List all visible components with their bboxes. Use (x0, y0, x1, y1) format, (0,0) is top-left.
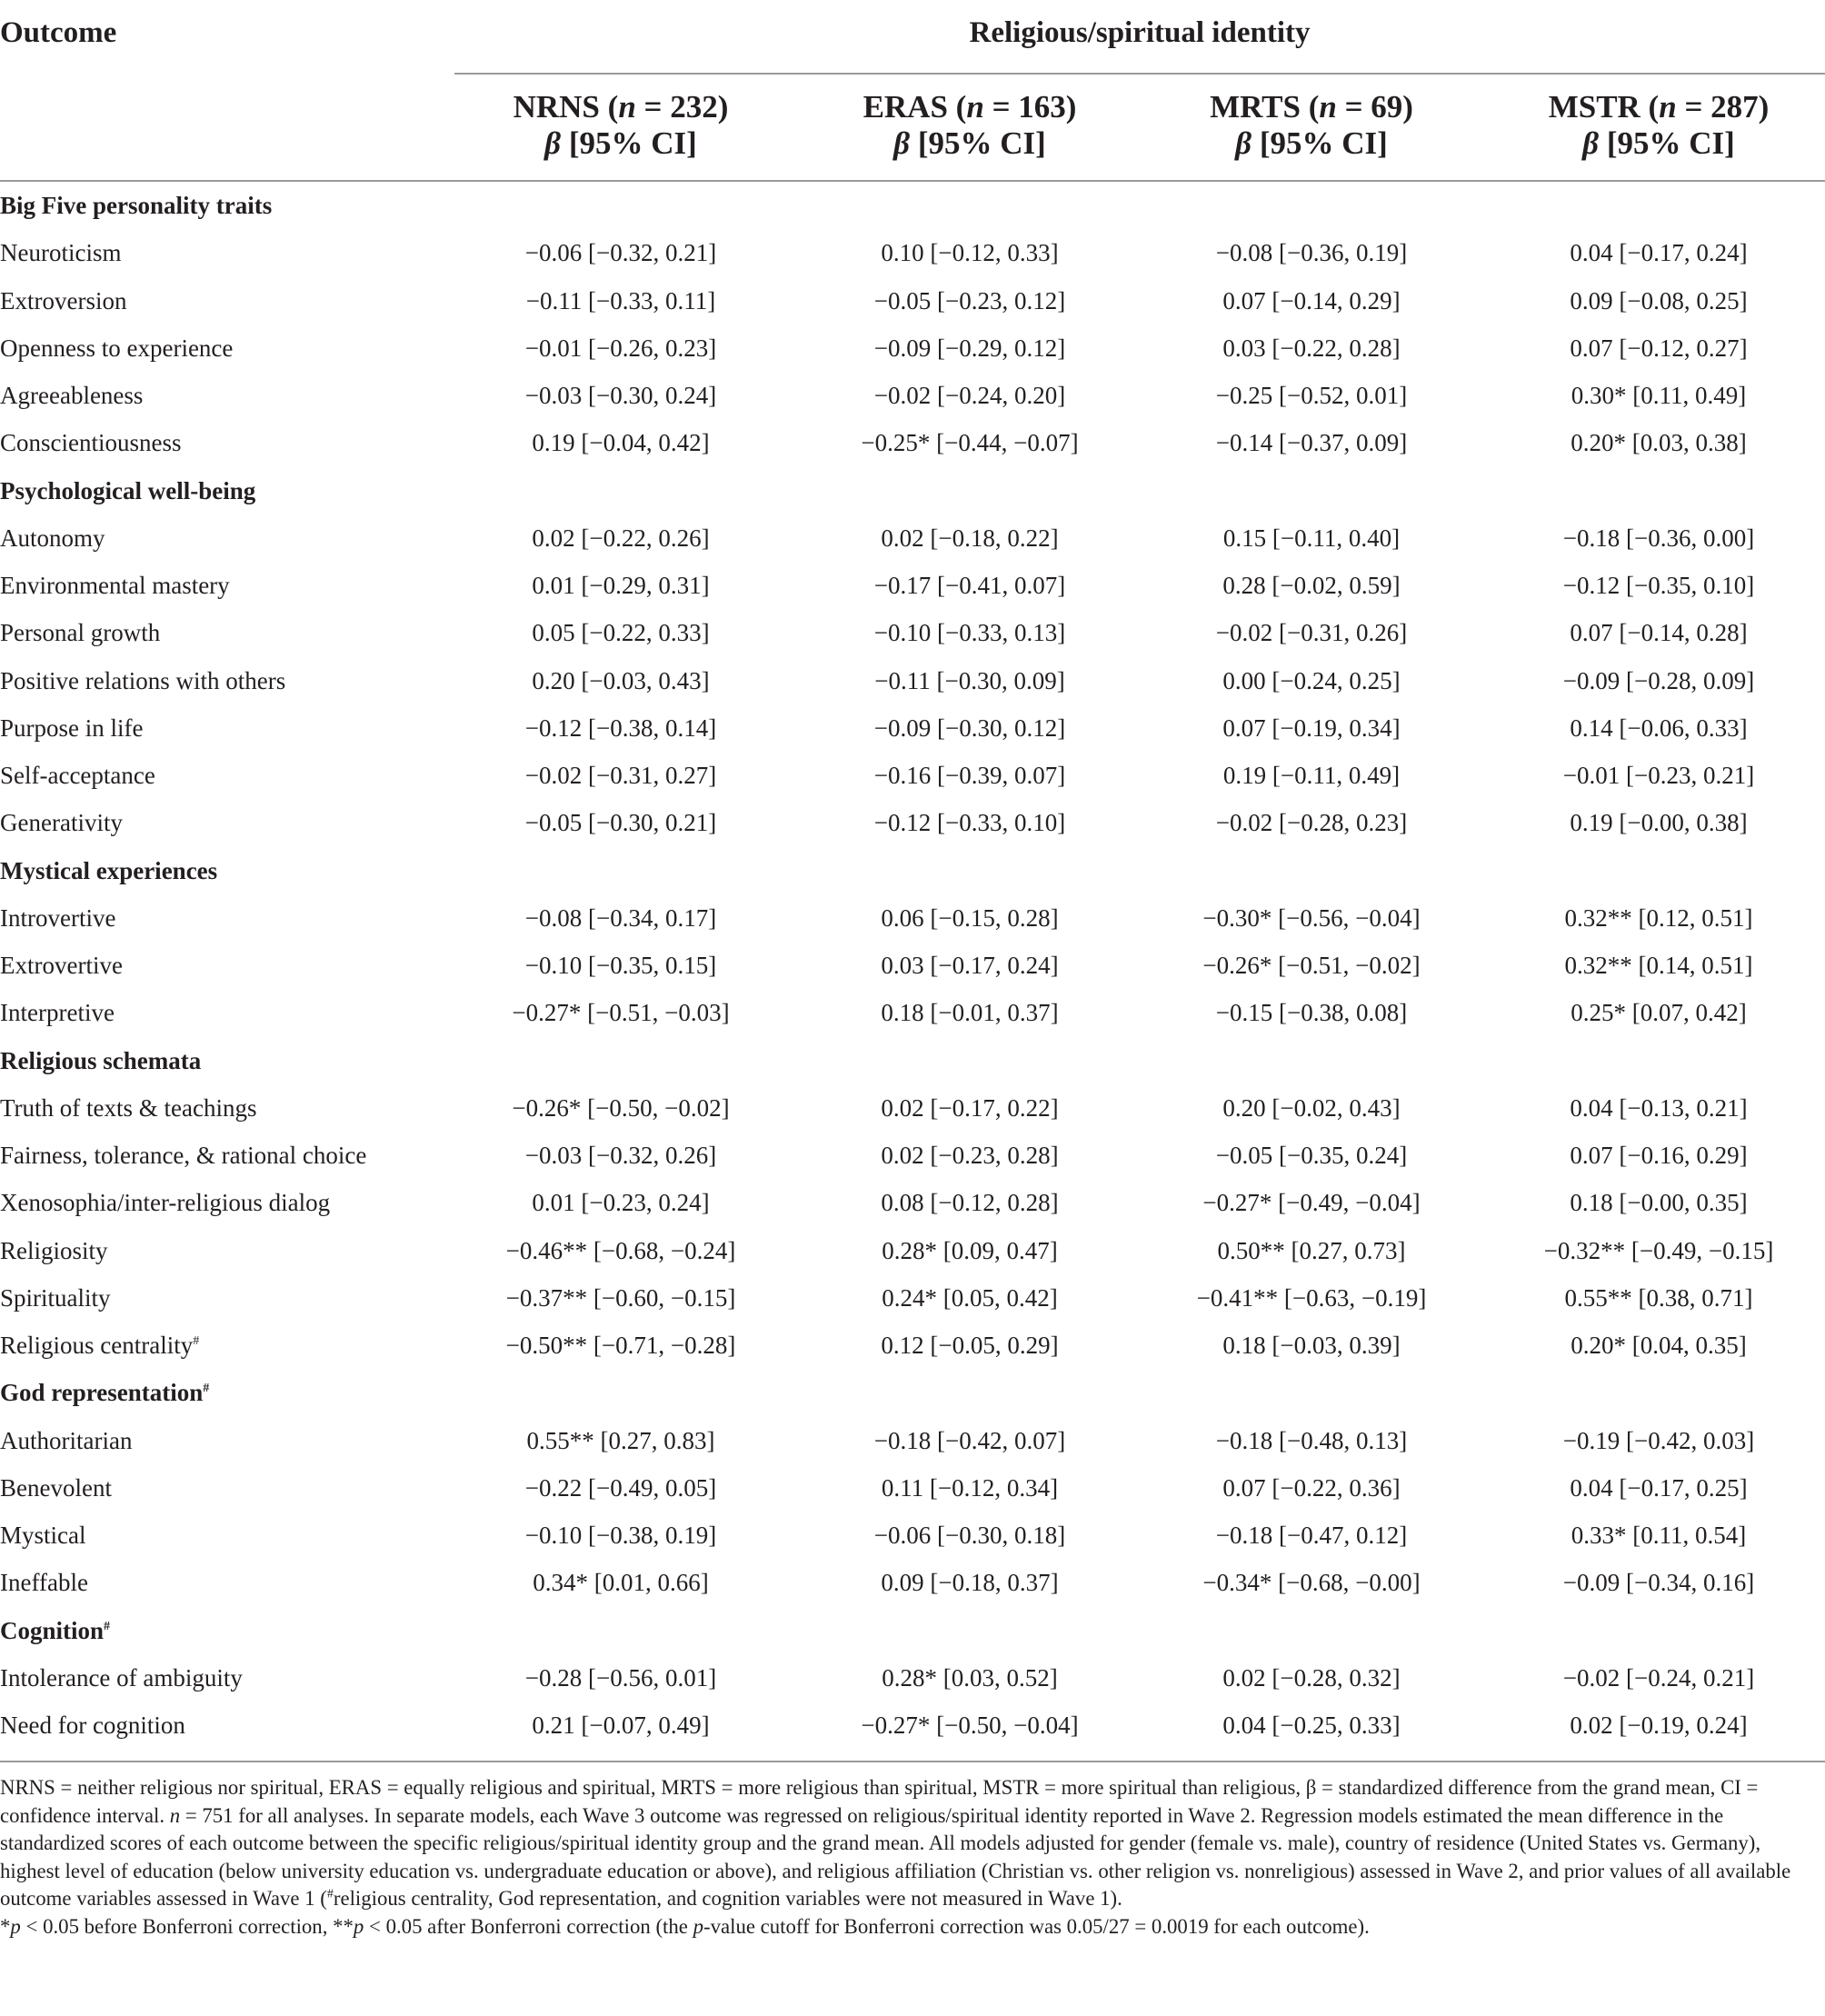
value-cell-eras: 0.18 [−0.01, 0.37] (881, 999, 1059, 1027)
column-header-group-label: NRNS (n = 232) (513, 89, 729, 125)
value-cell-mrts: −0.26* [−0.51, −0.02] (1202, 952, 1421, 979)
table-row (0, 229, 1825, 276)
group-spanner-header: Religious/spiritual identity (969, 16, 1311, 49)
value-cell-eras: −0.12 [−0.33, 0.10] (873, 809, 1066, 837)
value-cell-nrns: −0.28 [−0.56, 0.01] (524, 1663, 717, 1692)
table-row (0, 799, 1825, 846)
outcome-label: Personal growth (0, 619, 161, 647)
value-cell-mrts: 0.50** [0.27, 0.73] (1217, 1236, 1406, 1264)
value-cell-mstr: −0.32** [−0.49, −0.15] (1543, 1236, 1774, 1264)
outcome-label: Environmental mastery (0, 572, 230, 599)
value-cell-eras: −0.09 [−0.29, 0.12] (873, 334, 1066, 362)
column-header-group-label: ERAS (n = 163) (863, 89, 1077, 125)
value-cell-mrts: −0.02 [−0.28, 0.23] (1215, 809, 1408, 837)
outcome-label: Extroversion (0, 286, 127, 314)
value-cell-mstr: 0.04 [−0.13, 0.21] (1570, 1093, 1748, 1122)
outcome-label: Introvertive (0, 903, 116, 932)
value-cell-nrns: −0.03 [−0.32, 0.26] (524, 1142, 717, 1169)
value-cell-mrts: 0.07 [−0.22, 0.36] (1222, 1473, 1401, 1502)
table-row (0, 1654, 1825, 1702)
outcome-label: Openness to experience (0, 334, 234, 362)
table-row (0, 942, 1825, 989)
value-cell-nrns: −0.46** [−0.68, −0.24] (505, 1236, 736, 1264)
section-label: Big Five personality traits (0, 192, 273, 219)
outcome-label: Conscientiousness (0, 429, 182, 457)
table-row (0, 894, 1825, 942)
table-row (0, 704, 1825, 752)
table-row (0, 1702, 1825, 1749)
value-cell-eras: 0.08 [−0.12, 0.28] (881, 1189, 1059, 1217)
value-cell-eras: 0.02 [−0.18, 0.22] (881, 524, 1059, 552)
value-cell-mstr: 0.07 [−0.16, 0.29] (1570, 1142, 1748, 1169)
table-row (0, 514, 1825, 562)
value-cell-eras: 0.10 [−0.12, 0.33] (881, 239, 1059, 267)
value-cell-nrns: −0.22 [−0.49, 0.05] (524, 1473, 717, 1502)
value-cell-nrns: 0.34* [0.01, 0.66] (533, 1569, 709, 1597)
value-cell-nrns: 0.20 [−0.03, 0.43] (532, 666, 710, 694)
value-cell-nrns: 0.01 [−0.29, 0.31] (532, 572, 710, 599)
value-cell-nrns: −0.08 [−0.34, 0.17] (524, 903, 717, 932)
value-cell-eras: 0.24* [0.05, 0.42] (882, 1283, 1058, 1312)
value-cell-mrts: 0.20 [−0.02, 0.43] (1222, 1093, 1401, 1122)
table-row (0, 562, 1825, 609)
outcome-label: Extrovertive (0, 952, 123, 979)
table-row (0, 609, 1825, 656)
outcome-label: Benevolent (0, 1473, 112, 1502)
value-cell-mrts: −0.02 [−0.31, 0.26] (1215, 619, 1408, 647)
value-cell-nrns: −0.37** [−0.60, −0.15] (505, 1283, 736, 1312)
value-cell-mrts: 0.03 [−0.22, 0.28] (1222, 334, 1401, 362)
value-cell-eras: −0.10 [−0.33, 0.13] (873, 619, 1066, 647)
value-cell-nrns: −0.11 [−0.33, 0.11] (525, 286, 716, 314)
outcome-label: Authoritarian (0, 1426, 133, 1454)
outcome-label: Purpose in life (0, 714, 144, 742)
value-cell-nrns: −0.01 [−0.26, 0.23] (524, 334, 717, 362)
table-row (0, 1417, 1825, 1464)
footnote-abbreviations: NRNS = neither religious nor spiritual, ERAS = equally religious and spiritual, MRTS = more religious than spiritual, MSTR = more spiritual than religious, β = standardized difference from the grand mean, CI = confidence interval. n = 751 for all analyses. In separate models, each Wave 3 outcome was regressed on religious/spiritual identity reported in Wave 2. Regression models estimated the mean difference in the standardized scores of each outcome between the specific religious/spiritual identity group and the grand mean. All models adjusted for gender (female vs. male), country of residence (United States vs. Germany), highest level of education (below university education vs. undergraduate education or above), and religious affiliation (Christian vs. other religion vs. nonreligious) assessed in Wave 2, and prior values of all available outcome variables assessed in Wave 1 (#religious centrality, God representation, and cognition variables were not measured in Wave 1). (0, 1776, 1791, 1910)
table-row (0, 752, 1825, 799)
table-footnotes (0, 1774, 1818, 1941)
table-row (0, 1227, 1825, 1274)
value-cell-mrts: −0.08 [−0.36, 0.19] (1215, 239, 1408, 267)
value-cell-nrns: 0.02 [−0.22, 0.26] (532, 524, 710, 552)
outcome-column-header: Outcome (0, 16, 117, 49)
value-cell-eras: −0.18 [−0.42, 0.07] (873, 1426, 1066, 1454)
value-cell-eras: 0.28* [0.09, 0.47] (882, 1236, 1058, 1264)
value-cell-nrns: −0.50** [−0.71, −0.28] (505, 1332, 736, 1359)
value-cell-nrns: −0.05 [−0.30, 0.21] (524, 809, 717, 837)
value-cell-mrts: 0.04 [−0.25, 0.33] (1222, 1712, 1401, 1739)
value-cell-nrns: 0.21 [−0.07, 0.49] (532, 1712, 710, 1739)
column-header-mrts (1143, 89, 1480, 162)
value-cell-nrns: −0.27* [−0.51, −0.03] (512, 999, 730, 1027)
outcome-label: Religiosity (0, 1236, 108, 1264)
table-row (0, 657, 1825, 704)
table-row (0, 1274, 1825, 1322)
value-cell-mrts: −0.18 [−0.47, 0.12] (1215, 1522, 1408, 1549)
value-cell-mstr: 0.07 [−0.14, 0.28] (1570, 619, 1748, 647)
value-cell-mrts: −0.14 [−0.37, 0.09] (1215, 429, 1408, 457)
value-cell-mstr: 0.04 [−0.17, 0.24] (1570, 239, 1748, 267)
value-cell-eras: 0.12 [−0.05, 0.29] (881, 1332, 1059, 1359)
outcome-label: Truth of texts & teachings (0, 1093, 257, 1122)
value-cell-mrts: −0.18 [−0.48, 0.13] (1215, 1426, 1408, 1454)
value-cell-eras: −0.25* [−0.44, −0.07] (861, 429, 1079, 457)
value-cell-mstr: 0.19 [−0.00, 0.38] (1570, 809, 1748, 837)
table-row (0, 989, 1825, 1036)
footnote-significance: *p < 0.05 before Bonferroni correction, **p < 0.05 after Bonferroni correction (the p-value cutoff for Bonferroni correction was 0.05/27 = 0.0019 for each outcome). (0, 1914, 1370, 1938)
value-cell-mstr: −0.02 [−0.24, 0.21] (1562, 1663, 1755, 1692)
value-cell-nrns: −0.26* [−0.50, −0.02] (512, 1093, 730, 1122)
value-cell-mrts: 0.19 [−0.11, 0.49] (1222, 762, 1401, 789)
table-row (0, 1179, 1825, 1226)
table-row (0, 1132, 1825, 1179)
value-cell-nrns: 0.55** [0.27, 0.83] (526, 1426, 715, 1454)
value-cell-mstr: 0.14 [−0.06, 0.33] (1570, 714, 1748, 742)
value-cell-nrns: 0.19 [−0.04, 0.42] (532, 429, 710, 457)
table-row (0, 419, 1825, 466)
spanner-rule (454, 73, 1825, 75)
value-cell-mstr: 0.25* [0.07, 0.42] (1571, 999, 1747, 1027)
value-cell-mstr: 0.33* [0.11, 0.54] (1571, 1522, 1747, 1549)
value-cell-nrns: −0.10 [−0.38, 0.19] (524, 1522, 717, 1549)
column-header-stat-label: β [95% CI] (1582, 125, 1735, 161)
value-cell-mrts: 0.28 [−0.02, 0.59] (1222, 572, 1401, 599)
section-label: God representation# (0, 1379, 210, 1407)
value-cell-mstr: 0.55** [0.38, 0.71] (1564, 1283, 1753, 1312)
value-cell-eras: 0.03 [−0.17, 0.24] (881, 952, 1059, 979)
value-cell-mrts: −0.25 [−0.52, 0.01] (1215, 382, 1408, 409)
section-label: Cognition# (0, 1616, 111, 1644)
table-row (0, 277, 1825, 324)
value-cell-nrns: 0.05 [−0.22, 0.33] (532, 619, 710, 647)
value-cell-eras: −0.05 [−0.23, 0.12] (873, 286, 1066, 314)
column-header-eras (802, 89, 1138, 162)
column-header-mstr (1491, 89, 1825, 162)
section-header-row (0, 467, 1825, 514)
value-cell-mrts: 0.00 [−0.24, 0.25] (1222, 666, 1401, 694)
value-cell-mstr: 0.30* [0.11, 0.49] (1571, 382, 1747, 409)
value-cell-eras: 0.09 [−0.18, 0.37] (881, 1569, 1059, 1597)
value-cell-eras: −0.16 [−0.39, 0.07] (873, 762, 1066, 789)
value-cell-eras: −0.17 [−0.41, 0.07] (873, 572, 1066, 599)
value-cell-eras: 0.28* [0.03, 0.52] (882, 1663, 1058, 1692)
value-cell-mstr: 0.04 [−0.17, 0.25] (1570, 1473, 1748, 1502)
table-row (0, 1084, 1825, 1132)
value-cell-nrns: −0.03 [−0.30, 0.24] (524, 382, 717, 409)
value-cell-eras: 0.06 [−0.15, 0.28] (881, 903, 1059, 932)
outcome-label: Self-acceptance (0, 762, 155, 789)
outcome-label: Generativity (0, 809, 123, 837)
value-cell-mstr: 0.20* [0.04, 0.35] (1571, 1332, 1747, 1359)
value-cell-mrts: 0.07 [−0.14, 0.29] (1222, 286, 1401, 314)
value-cell-mstr: −0.12 [−0.35, 0.10] (1562, 572, 1755, 599)
value-cell-eras: 0.02 [−0.23, 0.28] (881, 1142, 1059, 1169)
column-header-group-label: MSTR (n = 287) (1548, 89, 1770, 125)
section-header-row (0, 847, 1825, 894)
value-cell-mstr: 0.09 [−0.08, 0.25] (1570, 286, 1748, 314)
outcome-label: Fairness, tolerance, & rational choice (0, 1142, 367, 1169)
outcome-label: Need for cognition (0, 1712, 185, 1739)
column-header-stat-label: β [95% CI] (1235, 125, 1388, 161)
value-cell-eras: −0.27* [−0.50, −0.04] (861, 1712, 1079, 1739)
outcome-label: Positive relations with others (0, 666, 286, 694)
value-cell-mrts: 0.07 [−0.19, 0.34] (1222, 714, 1401, 742)
value-cell-nrns: 0.01 [−0.23, 0.24] (532, 1189, 710, 1217)
outcome-label: Religious centrality# (0, 1332, 200, 1359)
outcome-label: Neuroticism (0, 239, 122, 267)
value-cell-eras: −0.11 [−0.30, 0.09] (874, 666, 1065, 694)
table-bottom-rule (0, 1761, 1825, 1762)
value-cell-mrts: 0.18 [−0.03, 0.39] (1222, 1332, 1401, 1359)
value-cell-nrns: −0.10 [−0.35, 0.15] (524, 952, 717, 979)
value-cell-mstr: 0.18 [−0.00, 0.35] (1570, 1189, 1748, 1217)
value-cell-mstr: 0.07 [−0.12, 0.27] (1570, 334, 1748, 362)
value-cell-mrts: 0.02 [−0.28, 0.32] (1222, 1663, 1401, 1692)
section-header-row (0, 1037, 1825, 1084)
value-cell-mstr: 0.32** [0.12, 0.51] (1564, 903, 1753, 932)
value-cell-mrts: −0.34* [−0.68, −0.00] (1202, 1569, 1421, 1597)
value-cell-mstr: −0.09 [−0.34, 0.16] (1562, 1569, 1755, 1597)
value-cell-mstr: −0.01 [−0.23, 0.21] (1562, 762, 1755, 789)
table-row (0, 1559, 1825, 1606)
value-cell-mstr: 0.02 [−0.19, 0.24] (1570, 1712, 1748, 1739)
value-cell-eras: 0.11 [−0.12, 0.34] (881, 1473, 1059, 1502)
value-cell-eras: −0.09 [−0.30, 0.12] (873, 714, 1066, 742)
column-header-group-label: MRTS (n = 69) (1210, 89, 1413, 125)
outcome-label: Interpretive (0, 999, 115, 1027)
value-cell-nrns: −0.02 [−0.31, 0.27] (524, 762, 717, 789)
table-row (0, 1322, 1825, 1369)
value-cell-mstr: −0.18 [−0.36, 0.00] (1562, 524, 1755, 552)
value-cell-mstr: 0.32** [0.14, 0.51] (1564, 952, 1753, 979)
value-cell-mrts: −0.05 [−0.35, 0.24] (1215, 1142, 1408, 1169)
value-cell-mrts: −0.15 [−0.38, 0.08] (1215, 999, 1408, 1027)
section-label: Psychological well-being (0, 476, 256, 504)
outcome-label: Spirituality (0, 1283, 111, 1312)
value-cell-eras: 0.02 [−0.17, 0.22] (881, 1093, 1059, 1122)
table-row (0, 1512, 1825, 1559)
value-cell-eras: −0.02 [−0.24, 0.20] (873, 382, 1066, 409)
value-cell-mrts: −0.27* [−0.49, −0.04] (1202, 1189, 1421, 1217)
column-header-stat-label: β [95% CI] (893, 125, 1046, 161)
value-cell-mrts: 0.15 [−0.11, 0.40] (1222, 524, 1401, 552)
outcome-label: Intolerance of ambiguity (0, 1663, 243, 1692)
section-header-row (0, 182, 1825, 229)
table-row (0, 1464, 1825, 1512)
section-label: Religious schemata (0, 1046, 202, 1074)
value-cell-mrts: −0.30* [−0.56, −0.04] (1202, 903, 1421, 932)
outcome-label: Agreeableness (0, 382, 144, 409)
value-cell-mstr: 0.20* [0.03, 0.38] (1571, 429, 1747, 457)
value-cell-mstr: −0.09 [−0.28, 0.09] (1562, 666, 1755, 694)
value-cell-mstr: −0.19 [−0.42, 0.03] (1562, 1426, 1755, 1454)
outcome-label: Mystical (0, 1522, 86, 1549)
outcome-label: Xenosophia/inter-religious dialog (0, 1189, 331, 1217)
value-cell-nrns: −0.06 [−0.32, 0.21] (524, 239, 717, 267)
section-label: Mystical experiences (0, 856, 218, 884)
table-row (0, 324, 1825, 372)
section-header-row (0, 1607, 1825, 1654)
table-row (0, 372, 1825, 419)
outcome-label: Autonomy (0, 524, 105, 552)
value-cell-mrts: −0.41** [−0.63, −0.19] (1196, 1283, 1427, 1312)
column-header-nrns (453, 89, 789, 162)
column-header-stat-label: β [95% CI] (544, 125, 697, 161)
value-cell-nrns: −0.12 [−0.38, 0.14] (524, 714, 717, 742)
section-header-row (0, 1369, 1825, 1416)
outcome-label: Ineffable (0, 1569, 88, 1597)
value-cell-eras: −0.06 [−0.30, 0.18] (873, 1522, 1066, 1549)
